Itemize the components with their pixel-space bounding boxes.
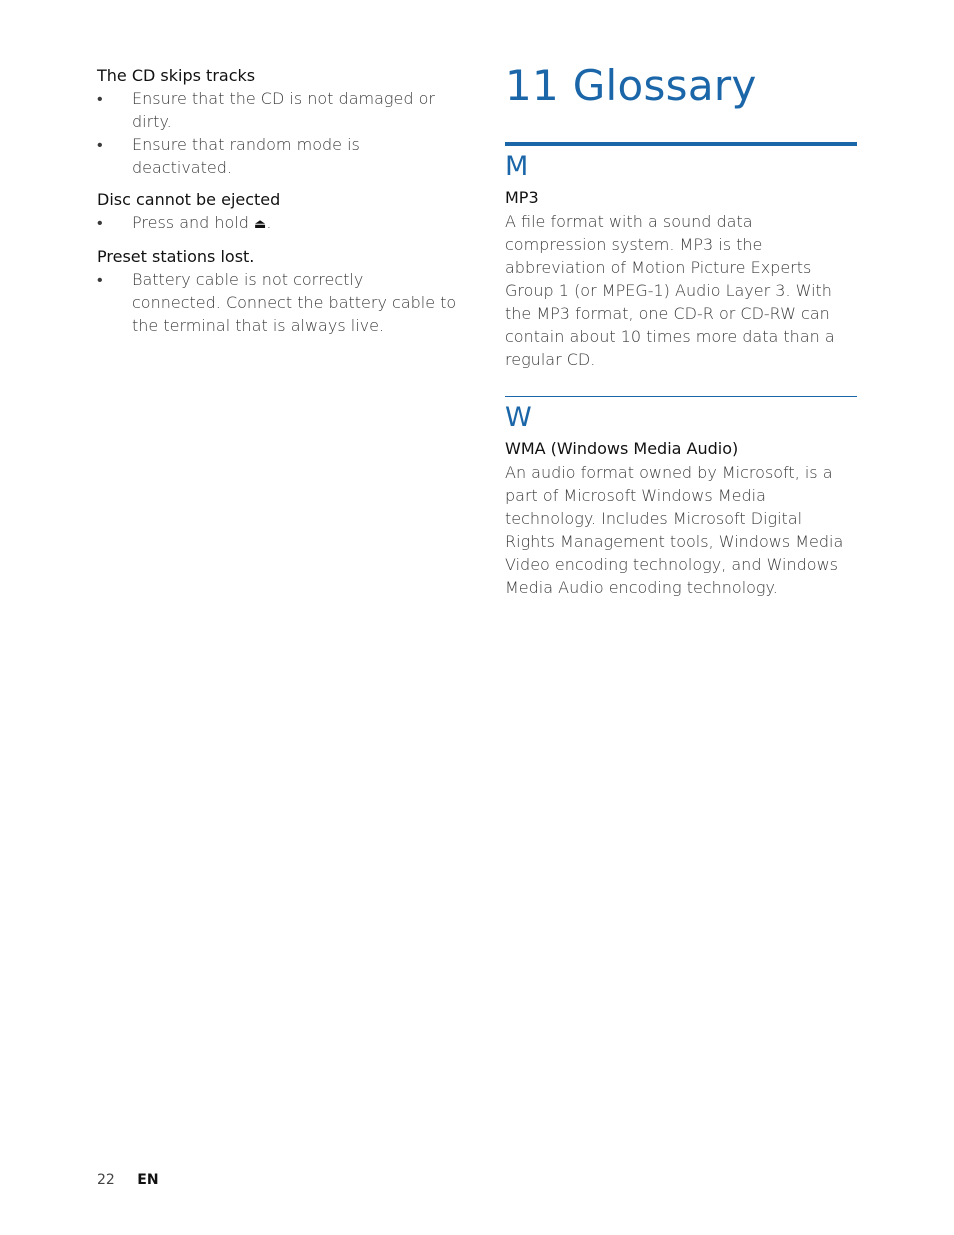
term-title: MP3 — [505, 188, 539, 207]
term-description: A file format with a sound data compression system. MP3 is the abbreviation of Motion Picture Experts Group 1 (or MPEG-1) Audio Layer 3. With the MP3 format, one CD-R or CD-RW can contain about 10 times more data than a regular CD. — [505, 212, 835, 369]
bullet: • — [97, 135, 103, 154]
issue-cd-skips — [97, 64, 457, 179]
section-divider — [505, 142, 857, 146]
issue-disc-eject — [97, 188, 457, 236]
issue-list — [97, 87, 457, 179]
glossary-section-w — [505, 396, 857, 599]
item-text: Ensure that the CD is not damaged or dirty. — [132, 89, 435, 131]
page-footer — [97, 1170, 159, 1190]
bullet: • — [97, 270, 103, 289]
section-letter: W — [505, 402, 532, 433]
eject-icon: ⏏ — [254, 217, 267, 232]
list-item — [97, 133, 457, 179]
issue-title: Preset stations lost. — [97, 247, 255, 266]
section-letter: M — [505, 151, 529, 182]
item-text: Ensure that random mode is deactivated. — [132, 135, 360, 177]
term-title: WMA (Windows Media Audio) — [505, 439, 739, 458]
item-suffix: . — [266, 213, 272, 232]
chapter-title: 11 Glossary — [505, 61, 757, 110]
issue-title: Disc cannot be ejected — [97, 190, 281, 209]
page-number: 22 — [97, 1172, 115, 1188]
section-divider — [505, 396, 857, 397]
language-code: EN — [137, 1172, 159, 1188]
troubleshooting-column — [97, 64, 457, 346]
item-text: Press and hold — [132, 213, 249, 232]
glossary-column — [505, 58, 857, 599]
item-text: Battery cable is not correctly connected. Connect the battery cable to the terminal that is always live. — [132, 270, 457, 335]
issue-list — [97, 268, 457, 337]
bullet: • — [97, 213, 103, 232]
issue-title: The CD skips tracks — [97, 66, 256, 85]
list-item — [97, 87, 457, 133]
list-item — [97, 268, 457, 337]
issue-preset-lost — [97, 245, 457, 337]
bullet: • — [97, 89, 103, 108]
glossary-section-m — [505, 142, 857, 371]
term-description: An audio format owned by Microsoft, is a part of Microsoft Windows Media technology. Includes Microsoft Digital Rights Management tools, Windows Media Video encoding technology, and Windows Media Audio encoding technology. — [505, 463, 844, 597]
list-item — [97, 211, 457, 236]
issue-list — [97, 211, 457, 236]
